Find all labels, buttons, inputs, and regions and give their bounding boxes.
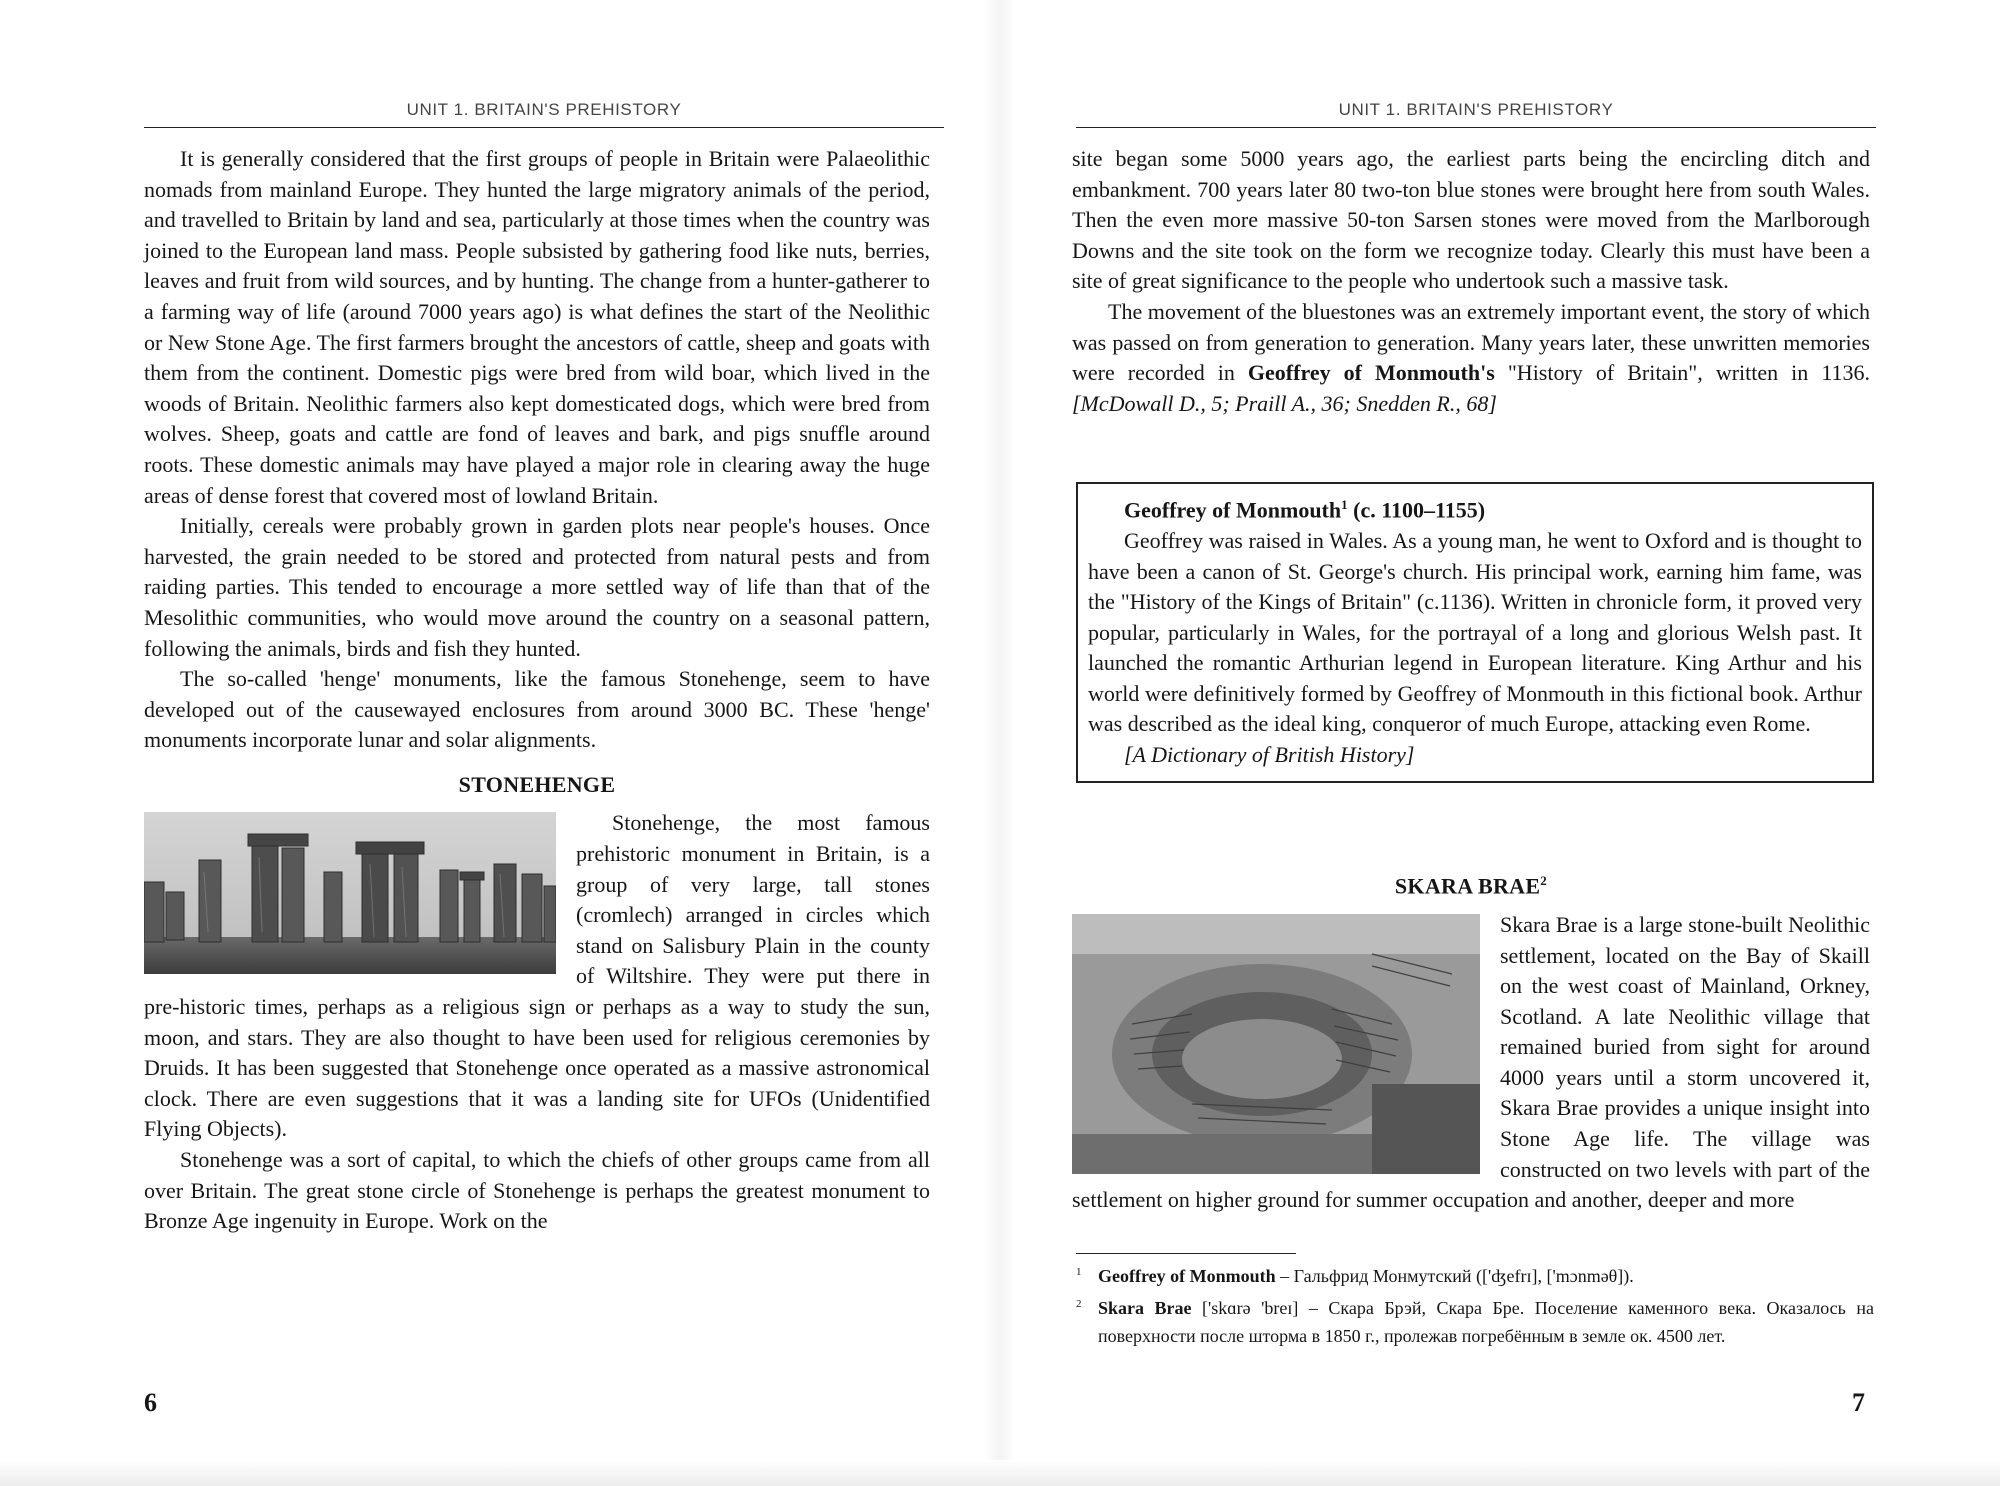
paragraph-henge: The so-called 'henge' monuments, like the famous Stonehenge, seem to have developed out of the causewayed enclosures from around 3000 BC. These 'henge' monuments incorporate lunar and solar alignments. (144, 666, 930, 753)
right-column-bottom (1072, 852, 1870, 1216)
footnote-rule (1076, 1253, 1296, 1254)
page-number-left: 6 (144, 1388, 157, 1417)
footnote-2 (1076, 1290, 1874, 1350)
footnote-2-text: ['skɑrə 'breɪ] – Скара Брэй, Скара Бре. Поселение каменного века. Оказалось на поверхности после шторма в 1850 г., пролежав погребённым в земле ок. 4500 лет. (1098, 1298, 1874, 1346)
footnote-1 (1076, 1258, 1874, 1290)
geoffrey-bold: Geoffrey of Monmouth's (1247, 360, 1495, 386)
citation: [McDowall D., 5; Praill A., 36; Snedden R., 68] (1072, 390, 1497, 416)
footnote-mark-1: 1 (1341, 497, 1348, 512)
box-source: [A Dictionary of British History] (1124, 742, 1415, 768)
running-head: UNIT 1. BRITAIN'S PREHISTORY (1338, 100, 1614, 119)
bluestones-text: The movement of the bluestones was an extremely important event, the story of which was passed on from generation to generation. Many years later, these unwritten memories were recorded in (1072, 298, 1870, 386)
right-column-top (1072, 144, 1870, 419)
page-number-right: 7 (1852, 1388, 1865, 1417)
paragraph-palaeolithic: It is generally considered that the first groups of people in Britain were Palaeolithic nomads from mainland Europe. They hunted the large migratory animals of the period, and travelled to Britain by land and sea, particularly at those times when the country was joined to the European land mass. People subsisted by gathering food like nuts, berries, leaves and fruit from wild sources, and by hunting. The change from a hunter-gatherer to a farming way of life (around 7000 years ago) is what defines the start of the Neolithic or New Stone Age. The first farmers brought the ancestors of cattle, sheep and goats with them from the continent. Domestic pigs were bred from wild boar, which lived in the woods of Britain. Neolithic farmers also kept domesticated dogs, which were bred from wolves. Sheep, goats and cattle are fond of leaves and bark, and pigs snuffle around roots. These domestic animals may have played a major role in clearing away the huge areas of dense forest that covered most of lowland Britain. (144, 146, 930, 508)
box-title-dates: (c. 1100–1155) (1353, 497, 1486, 523)
paragraph-site-began: site began some 5000 years ago, the earliest parts being the encircling ditch and embankment. 700 years later 80 two-ton blue stones were brought here from south Wales. Then the even more massive 50-ton Sarsen stones were moved from the Marlborough Downs and the site took on the form we recognize today. Clearly this must have been a site of great significance to the people who undertook such a massive task. (1072, 146, 1870, 294)
running-head-rule (144, 127, 944, 128)
left-column (144, 144, 930, 1237)
skara-brae-title-text: SKARA BRAE (1394, 873, 1541, 899)
paragraph-bluestones (1072, 297, 1870, 419)
paragraph-cereals: Initially, cereals were probably grown in garden plots near people's houses. Once harvested, the grain needed to be stored and protected from natural pests and from raiding parties. This tended to encourage a more settled way of life than that of the Mesolithic communities, who would move around the country on a seasonal pattern, following the animals, birds and fish they hunted. (144, 513, 930, 661)
geoffrey-info-box (1076, 482, 1874, 783)
footnote-1-text: – Гальфрид Монмутский (['ʤefrɪ], ['mɔnməθ]). (1280, 1266, 1634, 1286)
box-title-name: Geoffrey of Monmouth (1124, 497, 1342, 523)
footnotes (1076, 1258, 1874, 1350)
history-of-britain-text: "History of Britain", written in 1136. (1507, 360, 1871, 386)
section-title-stonehenge: STONEHENGE (458, 771, 616, 797)
paragraph-stonehenge-capital: Stonehenge was a sort of capital, to which the chiefs of other groups came from all over Britain. The great stone circle of Stonehenge is perhaps the greatest monument to Bronze Age ingenuity in Europe. Work on the (144, 1147, 930, 1234)
footnote-mark-2: 2 (1540, 873, 1548, 888)
paragraph-stonehenge: Stonehenge, the most famous prehistoric monument in Britain, is a group of very large, tall stones (cromlech) arranged in circles which stand on Salisbury Plain in the county of Wiltshire. They were put there in pre-historic times, perhaps as a religious sign or perhaps as a way to study the sun, moon, and stars. They are also thought to have been used for religious ceremonies by Druids. It has been suggested that Stonehenge once operated as a massive astronomical clock. There are even suggestions that it was a landing site for UFOs (Unidentified Flying Objects). (144, 810, 930, 1142)
box-title (1088, 490, 1862, 526)
footnote-1-term: Geoffrey of Monmouth (1098, 1266, 1276, 1286)
running-head: UNIT 1. BRITAIN'S PREHISTORY (406, 100, 682, 119)
footnote-2-mark: 2 (1076, 1298, 1082, 1310)
footnote-2-term: Skara Brae (1098, 1298, 1192, 1318)
skara-brae-photo (1072, 914, 1480, 1174)
section-title-skara-brae (1072, 866, 1870, 902)
box-text: Geoffrey was raised in Wales. As a young man, he went to Oxford and is thought to have been a canon of St. George's church. His principal work, earning him fame, was the "History of the Kings of Britain" (c.1136). Written in chronicle form, it proved very popular, particularly in Wales, for the portrayal of a long and glorious Welsh past. It launched the romantic Arthurian legend in European literature. King Arthur and his world were definitively formed by Geoffrey of Monmouth in this fictional book. Arthur was described as the ideal king, conqueror of much Europe, attacking even Rome. (1088, 527, 1862, 737)
stonehenge-photo (144, 812, 556, 974)
footnote-1-mark: 1 (1076, 1266, 1082, 1278)
right-page (1000, 0, 2000, 1486)
running-head-rule (1076, 127, 1876, 128)
paragraph-skara-brae: Skara Brae is a large stone-built Neolithic settlement, located on the Bay of Skaill on the west coast of Mainland, Orkney, Scotland. A late Neolithic village that remained buried from sight for around 4000 years until a storm uncovered it, Skara Brae provides a unique insight into Stone Age life. The village was constructed on two levels with part of the settlement on higher ground for summer occupation and another, deeper and more (1072, 911, 1870, 1213)
